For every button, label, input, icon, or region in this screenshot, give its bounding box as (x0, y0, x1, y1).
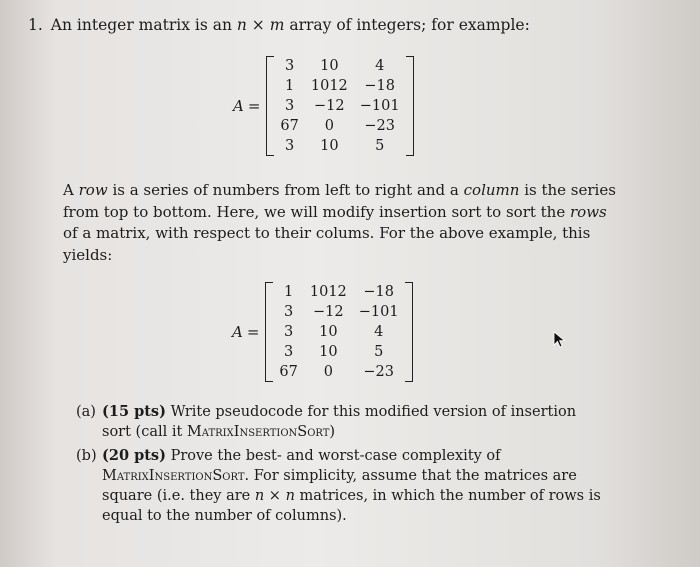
matrix-cell: 4 (375, 58, 385, 74)
matrix-row (273, 302, 404, 322)
question-number: 1. (28, 16, 43, 34)
column-term: column (463, 181, 520, 199)
matrix-row (273, 362, 404, 382)
row-term: row (78, 181, 108, 199)
matrix-cell: 3 (285, 58, 295, 74)
definition-paragraph: A row is a series of numbers from left to right and a column is the series from top to bottom. Here, we will modify insertion sort to sort the rows of a matrix, with respect to their colums. For the above example, this yields: (63, 181, 616, 264)
left-bracket (266, 56, 274, 156)
matrix-row (274, 56, 405, 76)
matrix-cell: 1012 (310, 78, 348, 94)
matrix-label: A = (233, 97, 261, 115)
matrix-row (274, 116, 405, 136)
matrix-row (274, 96, 405, 116)
algorithm-name: MatrixInsertionSort (186, 424, 330, 440)
mouse-pointer-icon (553, 331, 567, 349)
matrix-cell: 0 (323, 364, 333, 380)
matrix-cell: 5 (375, 138, 385, 154)
matrix-cell: −18 (364, 78, 395, 94)
matrix-cell: 3 (284, 304, 294, 320)
matrix-cell: 3 (285, 98, 295, 114)
part-a-tag: (a) (76, 404, 96, 420)
matrix-row (274, 76, 405, 96)
matrix-cell: 67 (279, 364, 298, 380)
left-bracket (265, 282, 273, 382)
part-b-points: (20 pts) (102, 447, 166, 464)
matrix-cell: 10 (320, 138, 339, 154)
matrix-cell: −18 (363, 284, 394, 300)
rows-term: rows (570, 202, 607, 221)
matrix-cell: −12 (314, 98, 345, 114)
question-heading (28, 16, 530, 34)
matrix-cell: 1 (284, 284, 294, 300)
sorted-matrix (232, 282, 413, 382)
matrix-cell: 10 (319, 344, 338, 360)
matrix-cell: 0 (324, 118, 334, 134)
matrix-cell: 3 (284, 324, 294, 340)
matrix-cell: 10 (320, 58, 339, 74)
matrix-cell: 1 (285, 78, 295, 94)
matrix-cell: −12 (313, 304, 344, 320)
matrix-row (273, 342, 404, 362)
matrix-row (273, 282, 404, 302)
matrix-cell: 3 (285, 138, 295, 154)
algorithm-name: MatrixInsertionSort (102, 468, 245, 484)
matrix-dims: n × n (254, 488, 295, 504)
matrix-cell: 67 (280, 118, 299, 134)
right-bracket (406, 56, 414, 156)
part-a-points: (15 pts) (102, 403, 166, 420)
part-a: (a) (15 pts) Write pseudocode for this modified version of insertion sort (call it MatrixInsertionSort) (76, 403, 577, 440)
matrix-label: A = (232, 323, 260, 341)
right-bracket (405, 282, 413, 382)
matrix-cell: 5 (374, 344, 384, 360)
matrix-row (274, 136, 405, 156)
matrix-cell: 3 (284, 344, 294, 360)
matrix-row (273, 322, 404, 342)
matrix-cell: 10 (319, 324, 338, 340)
matrix-cell: −23 (363, 364, 394, 380)
matrix-cell: −101 (358, 304, 399, 320)
matrix-table (273, 282, 404, 382)
part-b-tag: (b) (76, 448, 97, 464)
matrix-cell: 1012 (309, 284, 347, 300)
part-b: (b) (20 pts) Prove the best- and worst-case complexity of MatrixInsertionSort. For simplicity, assume that the matrices are square (i.e. they are n × n matrices, in which the number of rows is equal to the number of columns). (76, 447, 601, 524)
matrix-cell: −101 (359, 98, 400, 114)
question-intro-end: array of integers; for example: (289, 16, 530, 34)
matrix-table (274, 56, 405, 156)
question-intro: An integer matrix is an (50, 16, 232, 34)
example-matrix (233, 56, 414, 156)
matrix-dims: n × m (236, 16, 285, 34)
matrix-cell: −23 (364, 118, 395, 134)
matrix-cell: 4 (374, 324, 384, 340)
